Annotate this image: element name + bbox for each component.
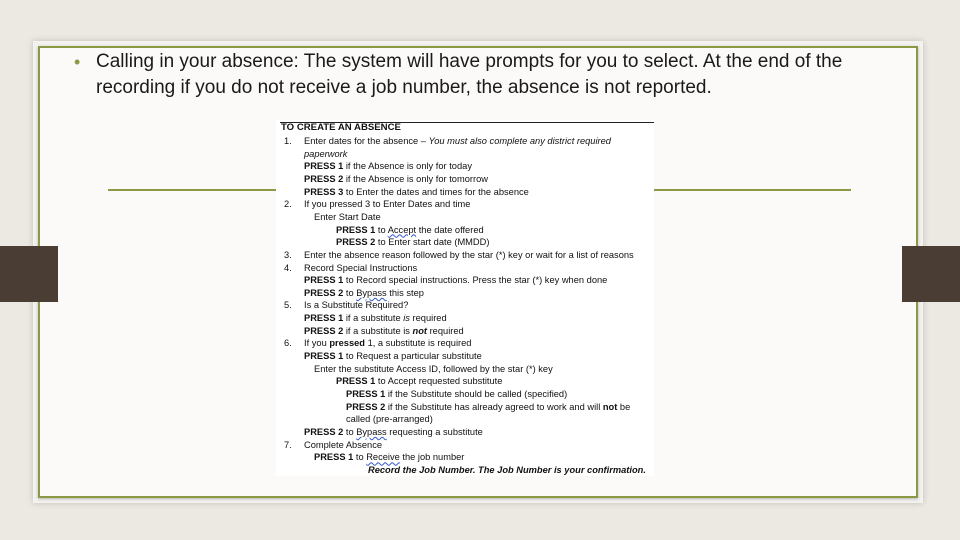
instruction-text: PRESS 1 <box>336 224 376 235</box>
instruction-text: required <box>409 313 447 324</box>
instruction-text: to Request a particular substitute <box>343 351 482 362</box>
left-divider-rule <box>108 189 278 191</box>
instruction-line <box>304 135 611 148</box>
instruction-text: this step <box>386 287 424 298</box>
instruction-text: to <box>375 224 388 235</box>
instruction-line <box>314 451 464 464</box>
instruction-line <box>304 325 464 338</box>
instruction-line <box>304 262 417 275</box>
instruction-text: if the Absence is only for tomorrow <box>343 173 488 184</box>
instruction-text: Enter the substitute Access ID, followed by the star (*) key <box>314 363 553 374</box>
instruction-text: Complete Absence <box>304 439 383 450</box>
instruction-line <box>304 426 483 439</box>
item-number: 7. <box>284 439 292 450</box>
instruction-line <box>346 413 433 426</box>
instruction-text: PRESS 2 <box>336 237 376 248</box>
item-number: 5. <box>284 300 292 311</box>
instruction-line <box>304 274 607 287</box>
right-divider-rule <box>652 189 851 191</box>
instruction-text: Bypass <box>356 426 387 437</box>
instruction-line <box>304 160 472 173</box>
instruction-text: Receive <box>366 452 400 463</box>
bullet-text: Calling in your absence: The system will have prompts for you to select. At the end of the recording if you do not receive a job number, the absence is not reported. <box>96 51 843 98</box>
item-number: 2. <box>284 199 292 210</box>
instruction-text: the date offered <box>416 224 484 235</box>
instruction-text: PRESS 1 <box>304 313 344 324</box>
instruction-text: PRESS 1 <box>304 275 344 286</box>
instruction-text: if the Substitute should be called (specified) <box>385 389 568 399</box>
instruction-text: PRESS 2 <box>304 426 344 437</box>
instruction-line <box>336 224 484 237</box>
instruction-line <box>368 464 646 476</box>
instruction-line <box>304 148 347 161</box>
absence-instructions-image <box>276 120 654 476</box>
instruction-text: PRESS 1 <box>304 351 344 362</box>
instruction-text: Bypass <box>356 287 387 298</box>
instruction-text: Record Special Instructions <box>304 262 418 273</box>
instruction-text: PRESS 2 <box>304 287 344 298</box>
instruction-text: pressed <box>329 338 365 349</box>
instruction-text: PRESS 1 <box>304 161 344 172</box>
instruction-line <box>304 299 408 312</box>
instruction-text: to Record special instructions. Press the star (*) key when done <box>343 275 608 286</box>
instruction-line <box>336 375 502 388</box>
left-side-tab <box>0 246 58 302</box>
instruction-line <box>314 363 553 376</box>
instruction-text: PRESS 2 <box>346 401 386 412</box>
instruction-text: Enter Start Date <box>314 211 381 222</box>
instruction-line <box>304 173 488 186</box>
instruction-line <box>304 186 529 199</box>
instruction-text: Is a Substitute Required? <box>304 300 409 311</box>
instruction-text: PRESS 3 <box>304 186 344 197</box>
instruction-text: the job number <box>399 452 465 463</box>
instruction-text: 1, a substitute is required <box>365 338 472 349</box>
item-number: 6. <box>284 338 292 349</box>
instruction-text: PRESS 2 <box>304 173 344 184</box>
instruction-text: Enter dates for the absence – <box>304 136 429 146</box>
instruction-text: to Enter start date (MMDD) <box>375 237 490 248</box>
instruction-text: If you pressed 3 to Enter Dates and time <box>304 199 471 210</box>
instruction-text: If you <box>304 338 330 349</box>
instruction-text: Record the Job Number. The Job Number is your confirmation. <box>368 464 646 475</box>
instruction-line <box>304 337 471 350</box>
instruction-text: to Enter the dates and times for the absence <box>343 186 529 197</box>
instruction-text: to Accept requested substitute <box>375 376 503 387</box>
item-number: 4. <box>284 262 292 273</box>
instruction-line <box>304 312 447 325</box>
item-number: 3. <box>284 249 292 260</box>
instruction-line <box>304 198 470 211</box>
instruction-line <box>336 236 489 249</box>
instruction-text: if a substitute <box>343 313 404 324</box>
instruction-text: PRESS 1 <box>336 376 376 387</box>
instruction-text: called (pre-arranged) <box>346 414 433 425</box>
instruction-text: You must also complete any district required <box>428 136 611 146</box>
instruction-text: requesting a substitute <box>386 426 483 437</box>
instruction-text: PRESS 1 <box>314 452 354 463</box>
instruction-text: if the Substitute has already agreed to work and will <box>385 401 603 412</box>
instruction-text: is <box>403 313 410 324</box>
instruction-line <box>304 287 424 300</box>
instruction-line <box>304 439 382 452</box>
doc-title: TO CREATE AN ABSENCE <box>281 122 401 133</box>
instruction-text: to <box>353 452 367 463</box>
instruction-text: to <box>343 426 357 437</box>
instruction-line <box>346 401 630 414</box>
instruction-text: PRESS 2 <box>304 325 344 336</box>
instruction-line <box>304 350 482 363</box>
instruction-text: if the Absence is only for today <box>343 161 472 172</box>
instruction-text: if a substitute is <box>343 325 413 336</box>
instruction-text: PRESS 1 <box>346 389 386 399</box>
bullet-icon: • <box>74 52 81 72</box>
instruction-text: not <box>412 325 427 336</box>
instruction-line <box>314 211 381 224</box>
right-side-tab <box>902 246 960 302</box>
item-number: 1. <box>284 136 292 146</box>
instruction-text: to <box>343 287 357 298</box>
instruction-line <box>346 388 567 401</box>
instruction-text: Accept <box>387 224 417 235</box>
instruction-text: paperwork <box>304 148 348 159</box>
instruction-text: Enter the absence reason followed by the star (*) key or wait for a list of reasons <box>304 249 634 260</box>
instruction-text: required <box>427 325 464 336</box>
instruction-text: not <box>602 401 618 412</box>
instruction-text: be <box>617 401 631 412</box>
instruction-line <box>304 249 634 262</box>
